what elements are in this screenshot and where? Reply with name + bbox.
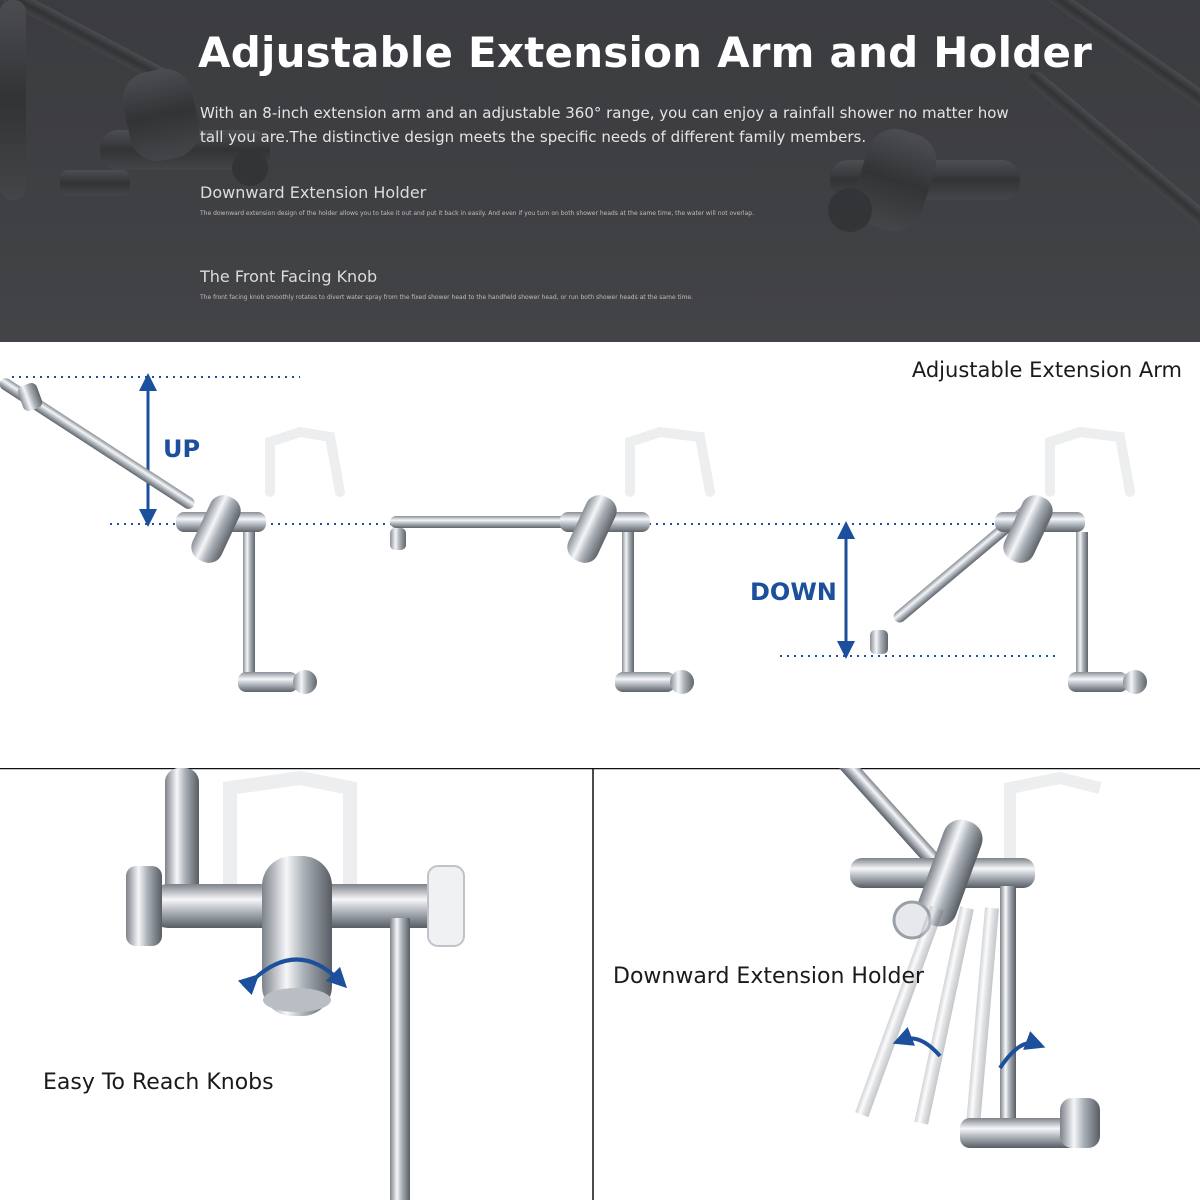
knobs-label: Easy To Reach Knobs — [43, 1070, 274, 1095]
fixture-arm-down — [870, 491, 1147, 694]
feature-title-knob: The Front Facing Knob — [200, 267, 378, 286]
hero-banner — [0, 0, 1200, 342]
feature-title-holder: Downward Extension Holder — [200, 183, 427, 202]
holder-closeup — [805, 768, 1100, 1148]
fixture-arm-level — [390, 491, 694, 694]
feature-text-holder: The downward extension design of the holder allows you to take it out and put it back in easily. And even if you turn on both shower heads at the same time, the water will not overlap. — [200, 210, 754, 217]
feature-text-knob: The front facing knob smoothly rotates to divert water spray from the fixed shower head to the handheld shower head, or run both shower heads at the same time. — [200, 294, 694, 301]
up-label: UP — [163, 435, 201, 463]
detail-illustrations — [0, 768, 1200, 1200]
knob-closeup — [126, 768, 464, 1200]
extension-arm-illustrations — [0, 342, 1200, 768]
down-label: DOWN — [750, 578, 837, 606]
extension-arm-section — [0, 342, 1200, 768]
holder-label: Downward Extension Holder — [613, 964, 925, 989]
extension-arm-title: Adjustable Extension Arm — [911, 358, 1182, 382]
fixture-arm-up — [0, 376, 317, 694]
detail-panels — [0, 768, 1200, 1200]
banner-title: Adjustable Extension Arm and Holder — [198, 28, 1093, 77]
banner-intro: With an 8-inch extension arm and an adjustable 360° range, you can enjoy a rainfall shower no matter how tall you are.The distinctive design meets the specific needs of different family members. — [200, 104, 1009, 146]
